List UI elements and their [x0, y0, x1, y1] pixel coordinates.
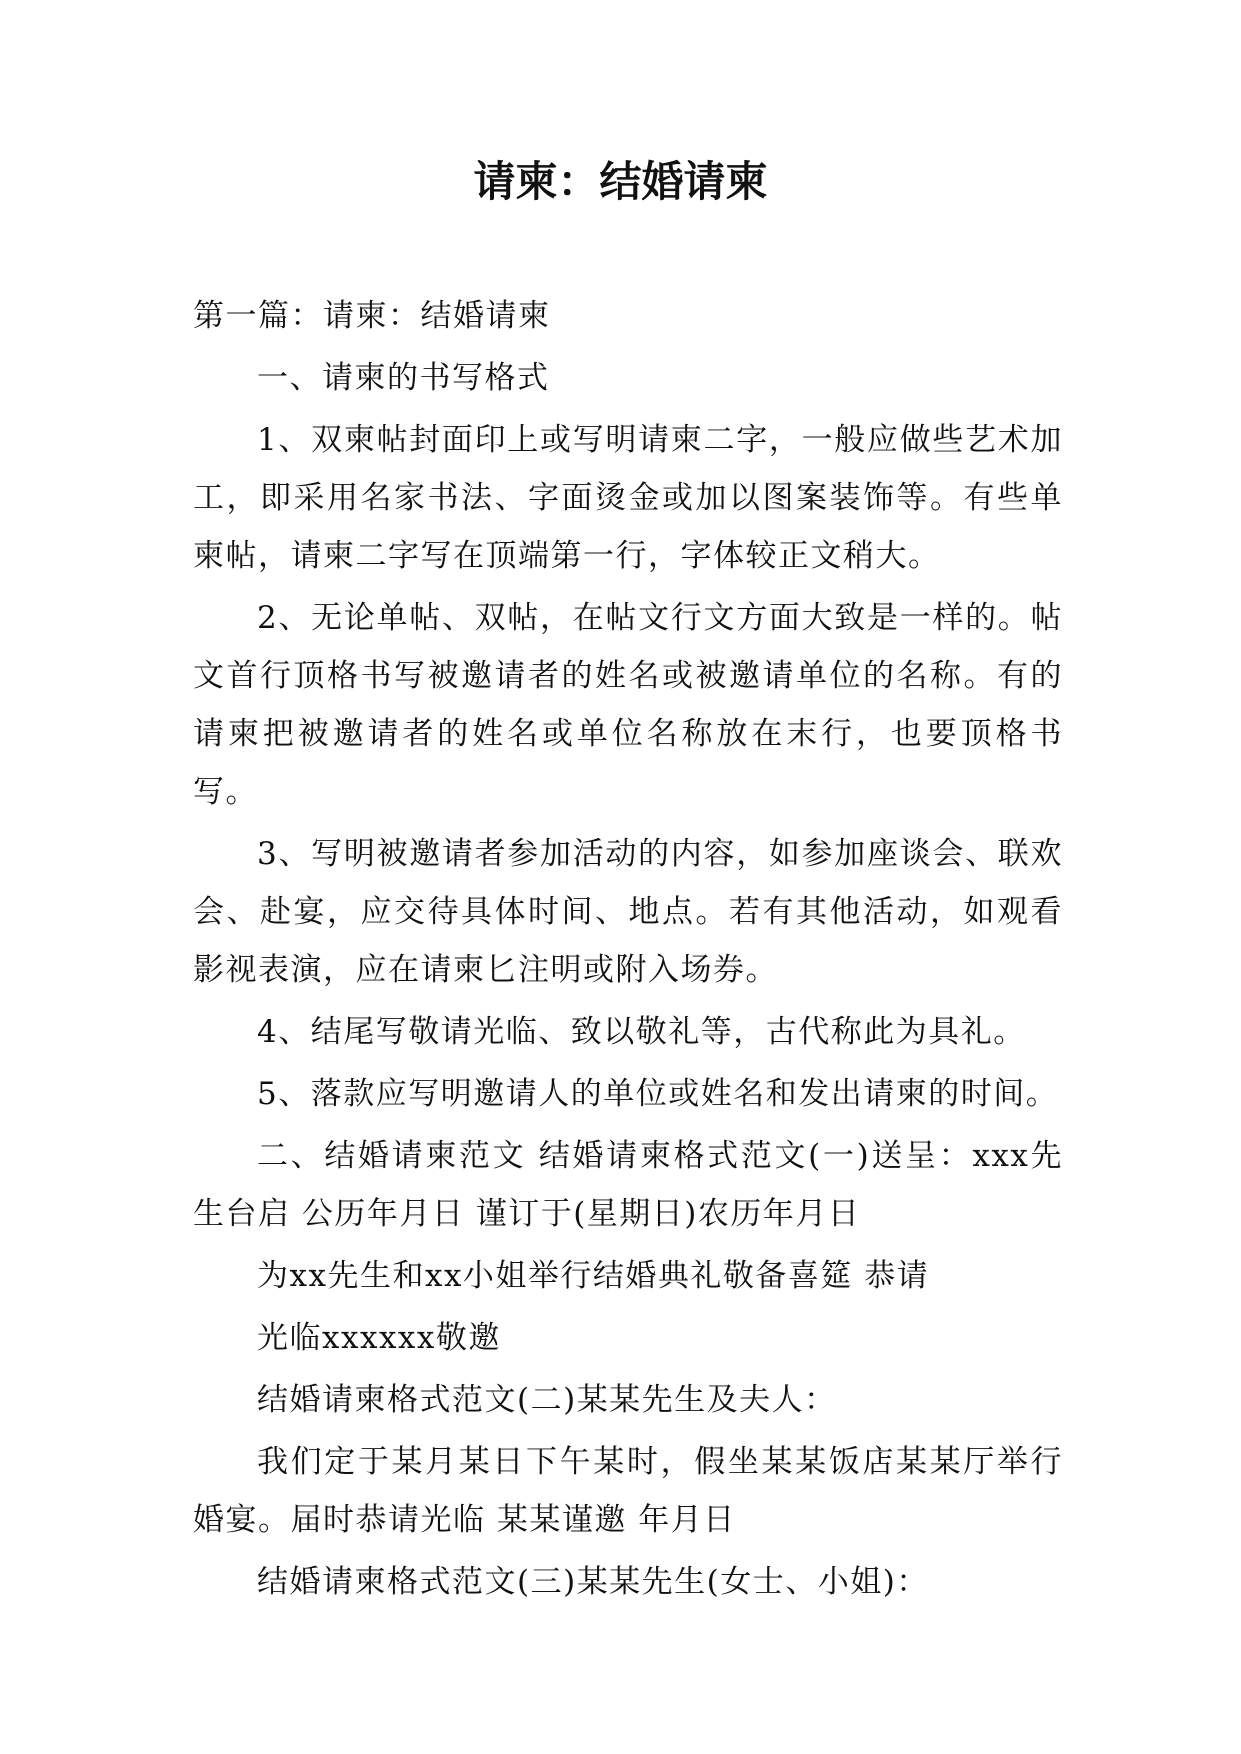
paragraph: 5、落款应写明邀请人的单位或姓名和发出请柬的时间。 [257, 1076, 1059, 1112]
section-heading-samples: 二、结婚请柬范文 结婚请柬格式范文(一)送呈：xxx先生台启 公历年月日 谨订于(星期日)农历年月日 [193, 1138, 1063, 1232]
paragraph: 结婚请柬格式范文(三)某某先生(女士、小姐)： [257, 1564, 929, 1600]
paragraph: 1、双柬帖封面印上或写明请柬二字，一般应做些艺术加工，即采用名家书法、字面烫金或加以图案装饰等。有些单柬帖，请柬二字写在顶端第一行，字体较正文稍大。 [193, 422, 1063, 574]
document-body [193, 287, 1063, 1615]
document-title: 请柬：结婚请柬 [473, 157, 768, 206]
paragraph-heading: 第一篇：请柬：结婚请柬 [193, 298, 551, 334]
paragraph: 为xx先生和xx小姐举行结婚典礼敬备喜筵 恭请 [257, 1258, 930, 1294]
paragraph: 结婚请柬格式范文(二)某某先生及夫人： [257, 1382, 837, 1418]
paragraph: 3、写明被邀请者参加活动的内容，如参加座谈会、联欢会、赴宴，应交待具体时间、地点。若有其他活动，如观看影视表演，应在请柬匕注明或附入场券。 [193, 836, 1063, 988]
paragraph: 我们定于某月某日下午某时，假坐某某饭店某某厅举行婚宴。届时恭请光临 某某谨邀 年月日 [193, 1444, 1063, 1538]
section-heading-format: 一、请柬的书写格式 [257, 360, 550, 396]
paragraph: 4、结尾写敬请光临、致以敬礼等，古代称此为具礼。 [257, 1014, 1026, 1050]
paragraph: 2、无论单帖、双帖，在帖文行文方面大致是一样的。帖文首行顶格书写被邀请者的姓名或被邀请单位的名称。有的请柬把被邀请者的姓名或单位名称放在末行，也要顶格书写。 [193, 600, 1063, 810]
paragraph: 光临xxxxxx敬邀 [257, 1320, 501, 1356]
